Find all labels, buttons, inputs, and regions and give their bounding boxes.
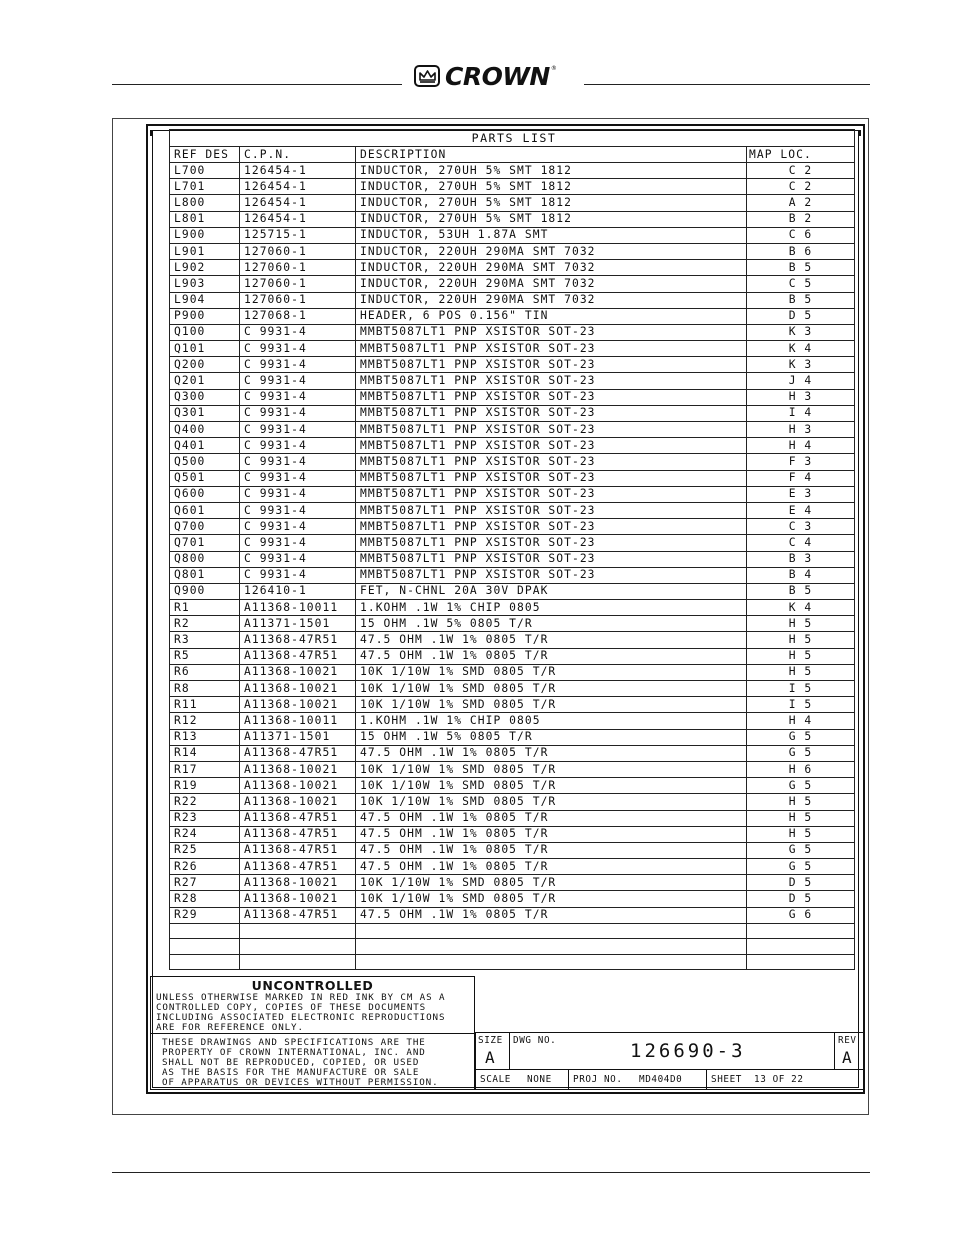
description-cell: HEADER, 6 POS 0.156" TIN xyxy=(356,308,747,324)
table-row xyxy=(170,243,855,259)
description-cell: INDUCTOR, 53UH 1.87A SMT xyxy=(356,227,747,243)
map-loc-cell: B 5 xyxy=(747,292,855,308)
ref-des-cell: Q201 xyxy=(170,373,240,389)
cpn-cell: 127060-1 xyxy=(240,292,356,308)
table-row xyxy=(170,907,855,923)
table-row xyxy=(170,826,855,842)
cpn-cell: C 9931-4 xyxy=(240,389,356,405)
blank-cell xyxy=(747,923,855,939)
table-row xyxy=(170,373,855,389)
size-cell xyxy=(475,1033,509,1069)
map-loc-cell: H 5 xyxy=(747,632,855,648)
ref-des-cell: Q101 xyxy=(170,341,240,357)
table-row xyxy=(170,389,855,405)
cpn-cell: 126454-1 xyxy=(240,163,356,179)
table-row xyxy=(170,632,855,648)
cpn-cell: C 9931-4 xyxy=(240,422,356,438)
table-row xyxy=(170,502,855,518)
blank-table-row xyxy=(170,939,855,955)
cpn-cell: A11368-10021 xyxy=(240,697,356,713)
map-loc-cell: H 5 xyxy=(747,664,855,680)
ref-des-cell: R12 xyxy=(170,713,240,729)
parts-list-title-row xyxy=(170,130,855,147)
notice-line: UNLESS OTHERWISE MARKED IN RED INK BY CM AS A xyxy=(156,992,446,1003)
table-row xyxy=(170,810,855,826)
blank-cell xyxy=(747,939,855,955)
dwg-no-value: 126690-3 xyxy=(630,1040,746,1062)
description-cell: 15 OHM .1W 5% 0805 T/R xyxy=(356,729,747,745)
map-loc-cell: C 4 xyxy=(747,535,855,551)
description-cell: 10K 1/10W 1% SMD 0805 T/R xyxy=(356,875,747,891)
cpn-cell: A11368-47R51 xyxy=(240,632,356,648)
ref-des-cell: L901 xyxy=(170,243,240,259)
cpn-cell: A11368-47R51 xyxy=(240,648,356,664)
map-loc-cell: I 5 xyxy=(747,697,855,713)
ref-des-cell: R1 xyxy=(170,600,240,616)
size-label: SIZE xyxy=(478,1035,503,1046)
property-line: OF APPARATUS OR DEVICES WITHOUT PERMISSION. xyxy=(162,1077,439,1088)
table-row xyxy=(170,308,855,324)
map-loc-cell: F 4 xyxy=(747,470,855,486)
map-loc-cell: C 2 xyxy=(747,179,855,195)
table-row xyxy=(170,227,855,243)
table-row xyxy=(170,891,855,907)
cpn-cell: A11368-47R51 xyxy=(240,745,356,761)
description-cell: MMBT5087LT1 PNP XSISTOR SOT-23 xyxy=(356,454,747,470)
map-loc-cell: G 5 xyxy=(747,859,855,875)
map-loc-cell: B 5 xyxy=(747,260,855,276)
blank-cell xyxy=(170,923,240,939)
description-cell: MMBT5087LT1 PNP XSISTOR SOT-23 xyxy=(356,389,747,405)
map-loc-cell: G 5 xyxy=(747,842,855,858)
table-row xyxy=(170,163,855,179)
rev-cell xyxy=(834,1033,862,1069)
sheet-value: 13 OF 22 xyxy=(754,1074,804,1085)
table-row xyxy=(170,470,855,486)
map-loc-cell: H 6 xyxy=(747,761,855,777)
map-loc-cell: E 4 xyxy=(747,502,855,518)
table-row xyxy=(170,761,855,777)
table-row xyxy=(170,211,855,227)
uncontrolled-notice-box xyxy=(150,976,475,1090)
description-cell: 10K 1/10W 1% SMD 0805 T/R xyxy=(356,794,747,810)
ref-des-cell: L801 xyxy=(170,211,240,227)
map-loc-cell: K 3 xyxy=(747,324,855,340)
blank-cell xyxy=(170,954,240,970)
blank-table-row xyxy=(170,923,855,939)
description-cell: 1.KOHM .1W 1% CHIP 0805 xyxy=(356,713,747,729)
table-row xyxy=(170,729,855,745)
border-tick xyxy=(859,130,861,136)
cpn-cell: 126454-1 xyxy=(240,179,356,195)
cpn-cell: A11368-47R51 xyxy=(240,842,356,858)
map-loc-cell: D 5 xyxy=(747,875,855,891)
description-cell: MMBT5087LT1 PNP XSISTOR SOT-23 xyxy=(356,551,747,567)
map-loc-cell: B 2 xyxy=(747,211,855,227)
ref-des-cell: P900 xyxy=(170,308,240,324)
table-row xyxy=(170,341,855,357)
cpn-cell: C 9931-4 xyxy=(240,470,356,486)
ref-des-cell: Q500 xyxy=(170,454,240,470)
map-loc-cell: C 2 xyxy=(747,163,855,179)
crown-icon xyxy=(414,65,440,87)
cpn-cell: C 9931-4 xyxy=(240,357,356,373)
description-cell: MMBT5087LT1 PNP XSISTOR SOT-23 xyxy=(356,422,747,438)
property-line: AS THE BASIS FOR THE MANUFACTURE OR SALE xyxy=(162,1067,420,1078)
blank-cell xyxy=(170,939,240,955)
description-cell: 47.5 OHM .1W 1% 0805 T/R xyxy=(356,745,747,761)
map-loc-cell: B 6 xyxy=(747,243,855,259)
cpn-cell: A11368-10021 xyxy=(240,778,356,794)
map-loc-cell: I 4 xyxy=(747,405,855,421)
dwg-no-cell xyxy=(509,1033,834,1069)
ref-des-cell: Q900 xyxy=(170,583,240,599)
map-loc-cell: G 5 xyxy=(747,729,855,745)
description-cell: MMBT5087LT1 PNP XSISTOR SOT-23 xyxy=(356,341,747,357)
proj-no-cell xyxy=(568,1070,706,1090)
map-loc-cell: H 4 xyxy=(747,438,855,454)
ref-des-cell: R11 xyxy=(170,697,240,713)
map-loc-cell: E 3 xyxy=(747,486,855,502)
ref-des-cell: R25 xyxy=(170,842,240,858)
cpn-cell: 126410-1 xyxy=(240,583,356,599)
table-row xyxy=(170,600,855,616)
footer-rule xyxy=(112,1172,870,1173)
cpn-cell: A11371-1501 xyxy=(240,729,356,745)
title-block xyxy=(475,1032,864,1090)
ref-des-cell: R28 xyxy=(170,891,240,907)
map-loc-cell: H 5 xyxy=(747,648,855,664)
map-loc-cell: B 3 xyxy=(747,551,855,567)
table-row xyxy=(170,681,855,697)
table-row xyxy=(170,260,855,276)
header-rule-left xyxy=(112,84,402,85)
cpn-cell: C 9931-4 xyxy=(240,486,356,502)
property-line: SHALL NOT BE REPRODUCED, COPIED, OR USED xyxy=(162,1057,420,1068)
ref-des-cell: L701 xyxy=(170,179,240,195)
cpn-cell: A11368-10021 xyxy=(240,761,356,777)
map-loc-cell: K 3 xyxy=(747,357,855,373)
cpn-cell: C 9931-4 xyxy=(240,405,356,421)
ref-des-cell: R27 xyxy=(170,875,240,891)
description-cell: 15 OHM .1W 5% 0805 T/R xyxy=(356,616,747,632)
table-row xyxy=(170,859,855,875)
ref-des-cell: Q301 xyxy=(170,405,240,421)
description-cell: MMBT5087LT1 PNP XSISTOR SOT-23 xyxy=(356,438,747,454)
notice-separator xyxy=(151,1033,474,1034)
cpn-cell: A11368-47R51 xyxy=(240,826,356,842)
ref-des-cell: Q300 xyxy=(170,389,240,405)
col-header-cpn: C.P.N. xyxy=(240,147,356,163)
description-cell: MMBT5087LT1 PNP XSISTOR SOT-23 xyxy=(356,470,747,486)
ref-des-cell: Q601 xyxy=(170,502,240,518)
notice-line: ARE FOR REFERENCE ONLY. xyxy=(156,1022,304,1033)
ref-des-cell: R24 xyxy=(170,826,240,842)
proj-no-value: MD404D0 xyxy=(639,1074,683,1085)
ref-des-cell: Q200 xyxy=(170,357,240,373)
notice-line: CONTROLLED COPY, COPIES OF THESE DOCUMENTS xyxy=(156,1002,427,1013)
cpn-cell: A11368-10021 xyxy=(240,664,356,680)
table-row xyxy=(170,583,855,599)
table-row xyxy=(170,551,855,567)
ref-des-cell: Q600 xyxy=(170,486,240,502)
table-row xyxy=(170,276,855,292)
sheet-label: SHEET xyxy=(711,1074,742,1085)
description-cell: INDUCTOR, 220UH 290MA SMT 7032 xyxy=(356,243,747,259)
scale-value: NONE xyxy=(527,1074,552,1085)
cpn-cell: A11368-10021 xyxy=(240,794,356,810)
cpn-cell: A11368-47R51 xyxy=(240,810,356,826)
ref-des-cell: R19 xyxy=(170,778,240,794)
description-cell: 47.5 OHM .1W 1% 0805 T/R xyxy=(356,859,747,875)
description-cell: INDUCTOR, 220UH 290MA SMT 7032 xyxy=(356,292,747,308)
cpn-cell: C 9931-4 xyxy=(240,454,356,470)
description-cell: MMBT5087LT1 PNP XSISTOR SOT-23 xyxy=(356,567,747,583)
description-cell: MMBT5087LT1 PNP XSISTOR SOT-23 xyxy=(356,519,747,535)
registered-mark: ® xyxy=(550,65,557,72)
border-tick xyxy=(150,130,152,136)
description-cell: 10K 1/10W 1% SMD 0805 T/R xyxy=(356,697,747,713)
table-row xyxy=(170,405,855,421)
map-loc-cell: H 4 xyxy=(747,713,855,729)
ref-des-cell: Q100 xyxy=(170,324,240,340)
cpn-cell: 127068-1 xyxy=(240,308,356,324)
map-loc-cell: H 3 xyxy=(747,389,855,405)
description-cell: 47.5 OHM .1W 1% 0805 T/R xyxy=(356,648,747,664)
rev-label: REV xyxy=(838,1035,857,1046)
description-cell: 10K 1/10W 1% SMD 0805 T/R xyxy=(356,891,747,907)
cpn-cell: C 9931-4 xyxy=(240,324,356,340)
ref-des-cell: R26 xyxy=(170,859,240,875)
description-cell: 47.5 OHM .1W 1% 0805 T/R xyxy=(356,842,747,858)
header-rule-right xyxy=(584,84,870,85)
ref-des-cell: R3 xyxy=(170,632,240,648)
cpn-cell: A11368-10011 xyxy=(240,600,356,616)
sheet-cell xyxy=(706,1070,862,1090)
description-cell: 47.5 OHM .1W 1% 0805 T/R xyxy=(356,907,747,923)
cpn-cell: A11368-47R51 xyxy=(240,859,356,875)
cpn-cell: 127060-1 xyxy=(240,276,356,292)
cpn-cell: C 9931-4 xyxy=(240,341,356,357)
map-loc-cell: K 4 xyxy=(747,600,855,616)
cpn-cell: C 9931-4 xyxy=(240,519,356,535)
ref-des-cell: Q701 xyxy=(170,535,240,551)
map-loc-cell: C 3 xyxy=(747,519,855,535)
map-loc-cell: H 5 xyxy=(747,616,855,632)
description-cell: MMBT5087LT1 PNP XSISTOR SOT-23 xyxy=(356,357,747,373)
ref-des-cell: L800 xyxy=(170,195,240,211)
ref-des-cell: L904 xyxy=(170,292,240,308)
ref-des-cell: R14 xyxy=(170,745,240,761)
ref-des-cell: R8 xyxy=(170,681,240,697)
table-row xyxy=(170,454,855,470)
cpn-cell: C 9931-4 xyxy=(240,551,356,567)
ref-des-cell: Q700 xyxy=(170,519,240,535)
description-cell: 47.5 OHM .1W 1% 0805 T/R xyxy=(356,826,747,842)
cpn-cell: C 9931-4 xyxy=(240,535,356,551)
description-cell: MMBT5087LT1 PNP XSISTOR SOT-23 xyxy=(356,324,747,340)
map-loc-cell: C 5 xyxy=(747,276,855,292)
cpn-cell: C 9931-4 xyxy=(240,567,356,583)
table-row xyxy=(170,697,855,713)
map-loc-cell: G 5 xyxy=(747,745,855,761)
table-row xyxy=(170,648,855,664)
ref-des-cell: R29 xyxy=(170,907,240,923)
ref-des-cell: Q801 xyxy=(170,567,240,583)
ref-des-cell: R22 xyxy=(170,794,240,810)
cpn-cell: 127060-1 xyxy=(240,260,356,276)
description-cell: MMBT5087LT1 PNP XSISTOR SOT-23 xyxy=(356,535,747,551)
ref-des-cell: R6 xyxy=(170,664,240,680)
map-loc-cell: D 5 xyxy=(747,891,855,907)
parts-list-table xyxy=(169,129,855,970)
cpn-cell: A11368-10021 xyxy=(240,891,356,907)
description-cell: MMBT5087LT1 PNP XSISTOR SOT-23 xyxy=(356,373,747,389)
ref-des-cell: Q501 xyxy=(170,470,240,486)
description-cell: INDUCTOR, 270UH 5% SMT 1812 xyxy=(356,211,747,227)
blank-cell xyxy=(356,954,747,970)
col-header-map-loc: MAP LOC. xyxy=(747,147,855,163)
col-header-description: DESCRIPTION xyxy=(356,147,747,163)
map-loc-cell: C 6 xyxy=(747,227,855,243)
ref-des-cell: L903 xyxy=(170,276,240,292)
table-row xyxy=(170,745,855,761)
blank-cell xyxy=(356,939,747,955)
table-row xyxy=(170,535,855,551)
cpn-cell: A11368-10011 xyxy=(240,713,356,729)
description-cell: 47.5 OHM .1W 1% 0805 T/R xyxy=(356,632,747,648)
ref-des-cell: R17 xyxy=(170,761,240,777)
map-loc-cell: H 3 xyxy=(747,422,855,438)
ref-des-cell: L902 xyxy=(170,260,240,276)
ref-des-cell: R5 xyxy=(170,648,240,664)
cpn-cell: A11368-10021 xyxy=(240,681,356,697)
table-row xyxy=(170,438,855,454)
description-cell: 1.KOHM .1W 1% CHIP 0805 xyxy=(356,600,747,616)
description-cell: 10K 1/10W 1% SMD 0805 T/R xyxy=(356,681,747,697)
table-row xyxy=(170,842,855,858)
cpn-cell: 125715-1 xyxy=(240,227,356,243)
map-loc-cell: K 4 xyxy=(747,341,855,357)
ref-des-cell: Q800 xyxy=(170,551,240,567)
description-cell: 10K 1/10W 1% SMD 0805 T/R xyxy=(356,778,747,794)
ref-des-cell: Q401 xyxy=(170,438,240,454)
table-row xyxy=(170,616,855,632)
blank-cell xyxy=(747,954,855,970)
table-row xyxy=(170,422,855,438)
description-cell: FET, N-CHNL 20A 30V DPAK xyxy=(356,583,747,599)
table-row xyxy=(170,778,855,794)
map-loc-cell: F 3 xyxy=(747,454,855,470)
blank-cell xyxy=(240,939,356,955)
map-loc-cell: B 5 xyxy=(747,583,855,599)
property-line: THESE DRAWINGS AND SPECIFICATIONS ARE THE xyxy=(162,1037,426,1048)
description-cell: INDUCTOR, 270UH 5% SMT 1812 xyxy=(356,163,747,179)
cpn-cell: C 9931-4 xyxy=(240,438,356,454)
table-row xyxy=(170,875,855,891)
blank-cell xyxy=(240,954,356,970)
ref-des-cell: Q400 xyxy=(170,422,240,438)
description-cell: INDUCTOR, 220UH 290MA SMT 7032 xyxy=(356,276,747,292)
table-row xyxy=(170,794,855,810)
table-row xyxy=(170,713,855,729)
description-cell: INDUCTOR, 270UH 5% SMT 1812 xyxy=(356,179,747,195)
table-row xyxy=(170,486,855,502)
cpn-cell: A11368-10021 xyxy=(240,875,356,891)
table-row xyxy=(170,519,855,535)
cpn-cell: 127060-1 xyxy=(240,243,356,259)
description-cell: 10K 1/10W 1% SMD 0805 T/R xyxy=(356,664,747,680)
brand-wordmark: CROWN xyxy=(445,61,550,91)
proj-no-label: PROJ NO. xyxy=(573,1074,623,1085)
ref-des-cell: L700 xyxy=(170,163,240,179)
col-header-ref-des: REF DES xyxy=(170,147,240,163)
map-loc-cell: I 5 xyxy=(747,681,855,697)
description-cell: INDUCTOR, 220UH 290MA SMT 7032 xyxy=(356,260,747,276)
description-cell: 47.5 OHM .1W 1% 0805 T/R xyxy=(356,810,747,826)
ref-des-cell: R2 xyxy=(170,616,240,632)
cpn-cell: A11368-47R51 xyxy=(240,907,356,923)
map-loc-cell: B 4 xyxy=(747,567,855,583)
table-row xyxy=(170,179,855,195)
table-row xyxy=(170,292,855,308)
description-cell: MMBT5087LT1 PNP XSISTOR SOT-23 xyxy=(356,405,747,421)
property-line: PROPERTY OF CROWN INTERNATIONAL, INC. AND xyxy=(162,1047,426,1058)
map-loc-cell: A 2 xyxy=(747,195,855,211)
description-cell: MMBT5087LT1 PNP XSISTOR SOT-23 xyxy=(356,502,747,518)
map-loc-cell: H 5 xyxy=(747,826,855,842)
blank-cell xyxy=(356,923,747,939)
map-loc-cell: D 5 xyxy=(747,308,855,324)
crown-logo xyxy=(414,63,557,89)
table-row xyxy=(170,324,855,340)
blank-cell xyxy=(240,923,356,939)
cpn-cell: C 9931-4 xyxy=(240,502,356,518)
ref-des-cell: R13 xyxy=(170,729,240,745)
rev-value: A xyxy=(842,1048,853,1067)
drawing-sheet xyxy=(146,124,865,1094)
ref-des-cell: R23 xyxy=(170,810,240,826)
description-cell: INDUCTOR, 270UH 5% SMT 1812 xyxy=(356,195,747,211)
scale-label: SCALE xyxy=(480,1074,511,1085)
map-loc-cell: G 5 xyxy=(747,778,855,794)
dwg-no-label: DWG NO. xyxy=(513,1035,557,1046)
cpn-cell: A11371-1501 xyxy=(240,616,356,632)
table-row xyxy=(170,195,855,211)
notice-line: INCLUDING ASSOCIATED ELECTRONIC REPRODUCTIONS xyxy=(156,1012,446,1023)
map-loc-cell: H 5 xyxy=(747,810,855,826)
scale-cell xyxy=(475,1070,568,1090)
uncontrolled-title: UNCONTROLLED xyxy=(251,978,374,993)
ref-des-cell: L900 xyxy=(170,227,240,243)
map-loc-cell: J 4 xyxy=(747,373,855,389)
cpn-cell: C 9931-4 xyxy=(240,373,356,389)
map-loc-cell: H 5 xyxy=(747,794,855,810)
table-row xyxy=(170,357,855,373)
parts-list-title: PARTS LIST xyxy=(170,130,855,147)
size-value: A xyxy=(485,1048,496,1067)
cpn-cell: 126454-1 xyxy=(240,211,356,227)
description-cell: 10K 1/10W 1% SMD 0805 T/R xyxy=(356,761,747,777)
description-cell: MMBT5087LT1 PNP XSISTOR SOT-23 xyxy=(356,486,747,502)
blank-table-row xyxy=(170,954,855,970)
parts-list-header-row xyxy=(170,147,855,163)
table-row xyxy=(170,664,855,680)
table-row xyxy=(170,567,855,583)
map-loc-cell: G 6 xyxy=(747,907,855,923)
cpn-cell: 126454-1 xyxy=(240,195,356,211)
